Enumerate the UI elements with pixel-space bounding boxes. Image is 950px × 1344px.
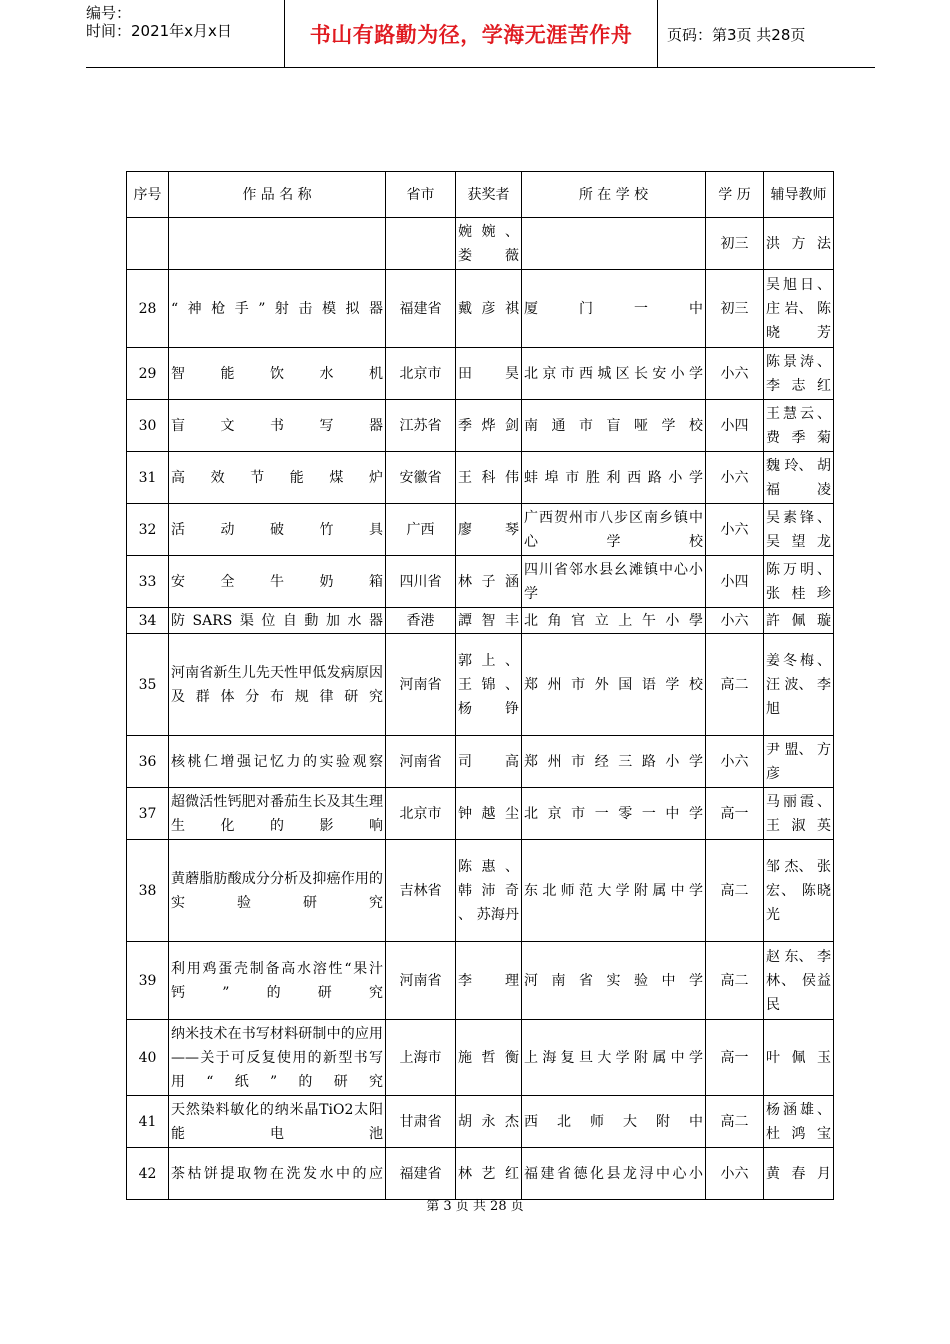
- cell-title: 黄蘑脂肪酸成分分析及抑癌作用的实验研究: [169, 840, 386, 942]
- table-row: [127, 736, 834, 788]
- cell-school: 河南省实验中学: [522, 942, 706, 1020]
- cell-title: 核桃仁增强记忆力的实验观察: [169, 736, 386, 788]
- cell-title: 盲文书写器: [169, 400, 386, 452]
- cell-no: [127, 218, 169, 270]
- cell-province: 香港: [386, 608, 456, 634]
- cell-teacher: 叶佩玉: [764, 1020, 834, 1096]
- cell-title: 智能饮水机: [169, 348, 386, 400]
- cell-winner: 钟越尘: [456, 788, 522, 840]
- table-row: [127, 218, 834, 270]
- table-header-row: [127, 172, 834, 218]
- cell-school: 北京市一零一中学: [522, 788, 706, 840]
- cell-teacher: 尹 盟、 方 彦: [764, 736, 834, 788]
- cell-winner: 廖 琴: [456, 504, 522, 556]
- table-row: [127, 1020, 834, 1096]
- cell-grade: 初三: [706, 270, 764, 348]
- cell-title: 河南省新生儿先天性甲低发病原因及群体分布规律研究: [169, 634, 386, 736]
- table-row: [127, 608, 834, 634]
- cell-no: 29: [127, 348, 169, 400]
- cell-teacher: 赵 东、 李 林、 侯益民: [764, 942, 834, 1020]
- cell-no: 42: [127, 1148, 169, 1200]
- cell-school: 北角官立上午小學: [522, 608, 706, 634]
- cell-school: 上海复旦大学附属中学: [522, 1020, 706, 1096]
- cell-school: 北京市西城区长安小学: [522, 348, 706, 400]
- cell-grade: 高二: [706, 1096, 764, 1148]
- cell-winner: 季烨剑: [456, 400, 522, 452]
- header-page-info: 页码：第3页 共28页: [667, 25, 806, 44]
- cell-winner: 胡永杰: [456, 1096, 522, 1148]
- cell-province: 四川省: [386, 556, 456, 608]
- cell-province: 河南省: [386, 942, 456, 1020]
- cell-title: 超微活性钙肥对番茄生长及其生理生化的影响: [169, 788, 386, 840]
- table-row: [127, 788, 834, 840]
- cell-no: 28: [127, 270, 169, 348]
- cell-school: 四川省邻水县幺滩镇中心小学: [522, 556, 706, 608]
- table-row: [127, 1148, 834, 1200]
- cell-grade: 小六: [706, 348, 764, 400]
- cell-no: 41: [127, 1096, 169, 1148]
- cell-province: 广西: [386, 504, 456, 556]
- cell-teacher: 黄春月: [764, 1148, 834, 1200]
- table-row: [127, 348, 834, 400]
- cell-school: 南通市盲哑学校: [522, 400, 706, 452]
- cell-grade: 小六: [706, 736, 764, 788]
- cell-title: 高效节能煤炉: [169, 452, 386, 504]
- table-row: [127, 942, 834, 1020]
- cell-province: 上海市: [386, 1020, 456, 1096]
- cell-teacher: 許佩璇: [764, 608, 834, 634]
- cell-teacher: 马丽霞、 王淑英: [764, 788, 834, 840]
- cell-no: 32: [127, 504, 169, 556]
- cell-school: 西北师大附中: [522, 1096, 706, 1148]
- cell-school: 郑州市外国语学校: [522, 634, 706, 736]
- cell-title: 防SARS渠位自動加水器: [169, 608, 386, 634]
- cell-grade: 初三: [706, 218, 764, 270]
- column-header-province: 省市: [386, 172, 456, 218]
- cell-winner: 譚智丰: [456, 608, 522, 634]
- cell-province: 江苏省: [386, 400, 456, 452]
- column-header-no: 序号: [127, 172, 169, 218]
- column-header-teacher: 辅导教师: [764, 172, 834, 218]
- cell-teacher: 邹 杰、 张 宏、 陈晓光: [764, 840, 834, 942]
- cell-winner: 田 昊: [456, 348, 522, 400]
- cell-title: 茶枯饼提取物在洗发水中的应: [169, 1148, 386, 1200]
- page-header: [86, 0, 875, 68]
- cell-title: 安全牛奶箱: [169, 556, 386, 608]
- table-row: [127, 556, 834, 608]
- column-header-title: 作 品 名 称: [169, 172, 386, 218]
- cell-province: 北京市: [386, 788, 456, 840]
- header-slogan: 书山有路勤为径，学海无涯苦作舟: [285, 0, 658, 68]
- cell-school: [522, 218, 706, 270]
- cell-grade: 高二: [706, 840, 764, 942]
- cell-province: 福建省: [386, 270, 456, 348]
- cell-winner: 林艺红: [456, 1148, 522, 1200]
- cell-winner: 陈 惠 、 韩 沛 奇 、 苏海丹: [456, 840, 522, 942]
- cell-teacher: 杨涵雄、 杜鸿宝: [764, 1096, 834, 1148]
- cell-province: 北京市: [386, 348, 456, 400]
- cell-title: 利用鸡蛋壳制备高水溶性“果汁钙”的研究: [169, 942, 386, 1020]
- cell-school: 蚌埠市胜利西路小学: [522, 452, 706, 504]
- cell-title: 纳米技术在书写材料研制中的应用——关于可反复使用的新型书写用“纸”的研究: [169, 1020, 386, 1096]
- cell-teacher: 吴素锋、 吴望龙: [764, 504, 834, 556]
- cell-grade: 高一: [706, 1020, 764, 1096]
- cell-grade: 小六: [706, 608, 764, 634]
- cell-province: 福建省: [386, 1148, 456, 1200]
- cell-winner: 施哲衡: [456, 1020, 522, 1096]
- cell-teacher: 陈万明、 张桂珍: [764, 556, 834, 608]
- document-time-label: 时间：2021年x月x日: [86, 22, 232, 40]
- cell-teacher: 王慧云、 费季菊: [764, 400, 834, 452]
- cell-winner: 郭 上 、 王 锦 、 杨 铮: [456, 634, 522, 736]
- cell-grade: 高二: [706, 634, 764, 736]
- cell-no: 35: [127, 634, 169, 736]
- cell-no: 39: [127, 942, 169, 1020]
- cell-province: 吉林省: [386, 840, 456, 942]
- cell-grade: 高一: [706, 788, 764, 840]
- cell-grade: 小六: [706, 452, 764, 504]
- cell-no: 38: [127, 840, 169, 942]
- cell-grade: 小四: [706, 400, 764, 452]
- cell-grade: 小六: [706, 504, 764, 556]
- cell-no: 33: [127, 556, 169, 608]
- cell-title: 天然染料敏化的纳米晶TiO2太阳能电池: [169, 1096, 386, 1148]
- table-row: [127, 840, 834, 942]
- cell-teacher: 吴旭日、 庄 岩、 陈晓芳: [764, 270, 834, 348]
- cell-teacher: 姜冬梅、 汪 波、 李 旭: [764, 634, 834, 736]
- column-header-winner: 获奖者: [456, 172, 522, 218]
- cell-province: 河南省: [386, 736, 456, 788]
- award-table: [126, 171, 834, 1200]
- cell-teacher: 魏 玲、 胡福凌: [764, 452, 834, 504]
- cell-school: 东北师范大学附属中学: [522, 840, 706, 942]
- cell-no: 36: [127, 736, 169, 788]
- cell-winner: 戴彦祺: [456, 270, 522, 348]
- cell-grade: 高二: [706, 942, 764, 1020]
- cell-teacher: 陈景涛、 李志红: [764, 348, 834, 400]
- cell-province: 河南省: [386, 634, 456, 736]
- cell-no: 34: [127, 608, 169, 634]
- cell-school: 广西贺州市八步区南乡镇中心学校: [522, 504, 706, 556]
- cell-province: 安徽省: [386, 452, 456, 504]
- cell-title: 活动破竹具: [169, 504, 386, 556]
- header-meta: [86, 0, 285, 68]
- column-header-school: 所 在 学 校: [522, 172, 706, 218]
- cell-teacher: 洪方法: [764, 218, 834, 270]
- document-number-label: 编号：: [86, 4, 132, 22]
- cell-title: “神枪手”射击模拟器: [169, 270, 386, 348]
- cell-winner: 王科伟: [456, 452, 522, 504]
- table-row: [127, 452, 834, 504]
- cell-winner: 林子涵: [456, 556, 522, 608]
- table-row: [127, 270, 834, 348]
- cell-school: 福建省德化县龙浔中心小: [522, 1148, 706, 1200]
- cell-winner: 婉 婉 、 娄 薇: [456, 218, 522, 270]
- cell-no: 40: [127, 1020, 169, 1096]
- cell-grade: 小四: [706, 556, 764, 608]
- table-header: [127, 172, 834, 218]
- cell-title: [169, 218, 386, 270]
- cell-school: 厦门一中: [522, 270, 706, 348]
- cell-school: 郑州市经三路小学: [522, 736, 706, 788]
- cell-province: 甘肃省: [386, 1096, 456, 1148]
- cell-winner: 司 高: [456, 736, 522, 788]
- page-footer: 第 3 页 共 28 页: [426, 1199, 524, 1214]
- table-body: [127, 218, 834, 1200]
- table-row: [127, 400, 834, 452]
- table-row: [127, 1096, 834, 1148]
- column-header-grade: 学 历: [706, 172, 764, 218]
- cell-winner: 李 理: [456, 942, 522, 1020]
- cell-no: 31: [127, 452, 169, 504]
- cell-grade: 小六: [706, 1148, 764, 1200]
- cell-no: 37: [127, 788, 169, 840]
- table-row: [127, 504, 834, 556]
- cell-no: 30: [127, 400, 169, 452]
- cell-province: [386, 218, 456, 270]
- table-row: [127, 634, 834, 736]
